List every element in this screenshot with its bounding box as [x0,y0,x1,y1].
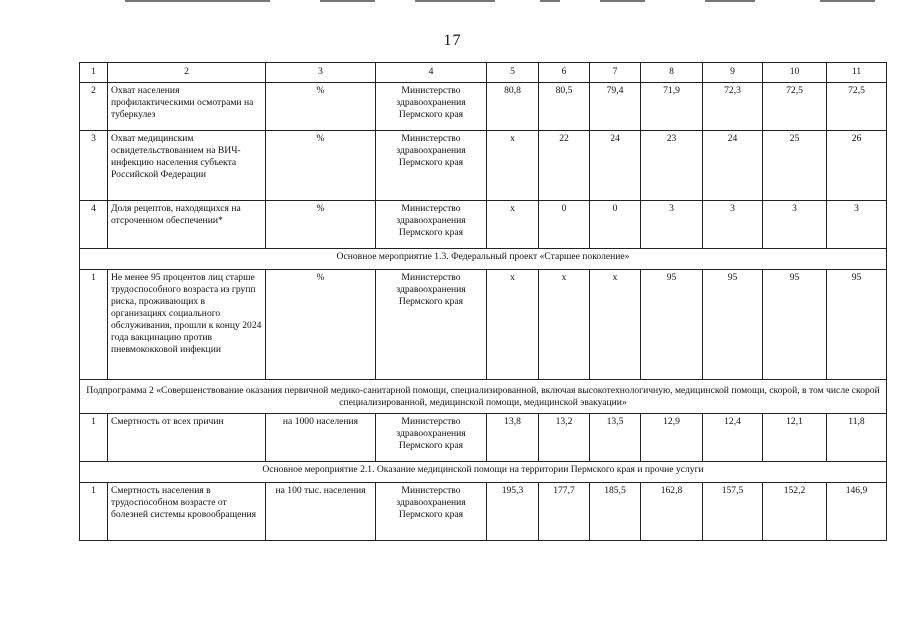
unit: на 100 тыс. населения [266,483,376,541]
header-cell: 4 [376,63,487,83]
value-cell: 26 [827,131,887,201]
responsible-org: Министерство здравоохранения Пермского края [376,270,487,380]
value-cell: х [590,270,641,380]
header-cell: 1 [80,63,108,83]
unit: % [266,131,376,201]
value-cell: 162,8 [641,483,703,541]
value-cell: 146,9 [827,483,887,541]
value-cell: 177,7 [539,483,590,541]
indicator-name: Смертность населения в трудоспособном возрасте от болезней системы кровообращения [108,483,266,541]
indicator-name: Охват населения профилактическими осмотрами на туберкулез [108,83,266,131]
value-cell: 80,8 [487,83,539,131]
row-number: 1 [80,270,108,380]
header-cell: 5 [487,63,539,83]
value-cell: 95 [703,270,763,380]
value-cell: 0 [539,201,590,249]
indicator-name: Не менее 95 процентов лиц старше трудоспособного возраста из групп риска, проживающих в организациях социального обслуживания, прошли к концу 2024 года вакцинацию против пневмококковой инфекции [108,270,266,380]
value-cell: 13,8 [487,414,539,462]
row-number: 2 [80,83,108,131]
value-cell: 23 [641,131,703,201]
value-cell: 3 [827,201,887,249]
responsible-org: Министерство здравоохранения Пермского края [376,414,487,462]
value-cell: 95 [827,270,887,380]
header-cell: 8 [641,63,703,83]
value-cell: 3 [763,201,827,249]
top-rule [705,0,755,2]
value-cell: 95 [641,270,703,380]
row-number: 3 [80,131,108,201]
top-rule [415,0,495,2]
responsible-org: Министерство здравоохранения Пермского края [376,201,487,249]
unit: % [266,201,376,249]
indicator-name: Охват медицинским освидетельствованием на ВИЧ-инфекцию населения субъекта Российской Федерации [108,131,266,201]
unit: на 1000 населения [266,414,376,462]
unit: % [266,83,376,131]
value-cell: 13,2 [539,414,590,462]
section-row [80,380,887,414]
responsible-org: Министерство здравоохранения Пермского края [376,83,487,131]
value-cell: 12,4 [703,414,763,462]
page-number: 17 [443,32,462,49]
value-cell: 24 [590,131,641,201]
top-rule [540,0,560,2]
value-cell: х [487,201,539,249]
section-title: Основное мероприятие 2.1. Оказание медицинской помощи на территории Пермского края и прочие услуги [80,462,887,483]
top-rule [320,0,375,2]
value-cell: 72,3 [703,83,763,131]
responsible-org: Министерство здравоохранения Пермского края [376,131,487,201]
header-cell: 3 [266,63,376,83]
table-row [80,270,887,380]
table-row [80,83,887,131]
value-cell: 3 [703,201,763,249]
value-cell: 157,5 [703,483,763,541]
section-row [80,249,887,270]
header-cell: 11 [827,63,887,83]
value-cell: х [539,270,590,380]
indicator-table [79,62,887,541]
value-cell: 12,1 [763,414,827,462]
value-cell: х [487,270,539,380]
section-row [80,462,887,483]
indicator-name: Смертность от всех причин [108,414,266,462]
header-cell: 7 [590,63,641,83]
table-row [80,131,887,201]
value-cell: 152,2 [763,483,827,541]
value-cell: 3 [641,201,703,249]
top-rule [600,0,645,2]
section-title: Подпрограмма 2 «Совершенствование оказания первичной медико-санитарной помощи, специализированной, включая высокотехнологичную, медицинской помощи, скорой, в том числе скорой специализированной, медицинской помощи, медицинской эвакуации» [80,380,887,414]
table-row [80,201,887,249]
value-cell: 12,9 [641,414,703,462]
row-number: 1 [80,483,108,541]
row-number: 4 [80,201,108,249]
table-row [80,483,887,541]
row-number: 1 [80,414,108,462]
section-title: Основное мероприятие 1.3. Федеральный проект «Старшее поколение» [80,249,887,270]
value-cell: 25 [763,131,827,201]
table-body [80,63,887,541]
header-cell: 10 [763,63,827,83]
top-rule [125,0,270,2]
value-cell: 71,9 [641,83,703,131]
responsible-org: Министерство здравоохранения Пермского края [376,483,487,541]
value-cell: 11,8 [827,414,887,462]
indicator-name: Доля рецептов, находящихся на отсроченном обеспечении* [108,201,266,249]
value-cell: 80,5 [539,83,590,131]
value-cell: 195,3 [487,483,539,541]
value-cell: 95 [763,270,827,380]
value-cell: 13,5 [590,414,641,462]
table-row [80,414,887,462]
top-rule [820,0,875,2]
value-cell: 185,5 [590,483,641,541]
header-cell: 6 [539,63,590,83]
value-cell: 79,4 [590,83,641,131]
value-cell: 0 [590,201,641,249]
value-cell: 24 [703,131,763,201]
value-cell: 72,5 [827,83,887,131]
header-cell: 9 [703,63,763,83]
value-cell: х [487,131,539,201]
header-cell: 2 [108,63,266,83]
value-cell: 72,5 [763,83,827,131]
value-cell: 22 [539,131,590,201]
unit: % [266,270,376,380]
table-header-row [80,63,887,83]
